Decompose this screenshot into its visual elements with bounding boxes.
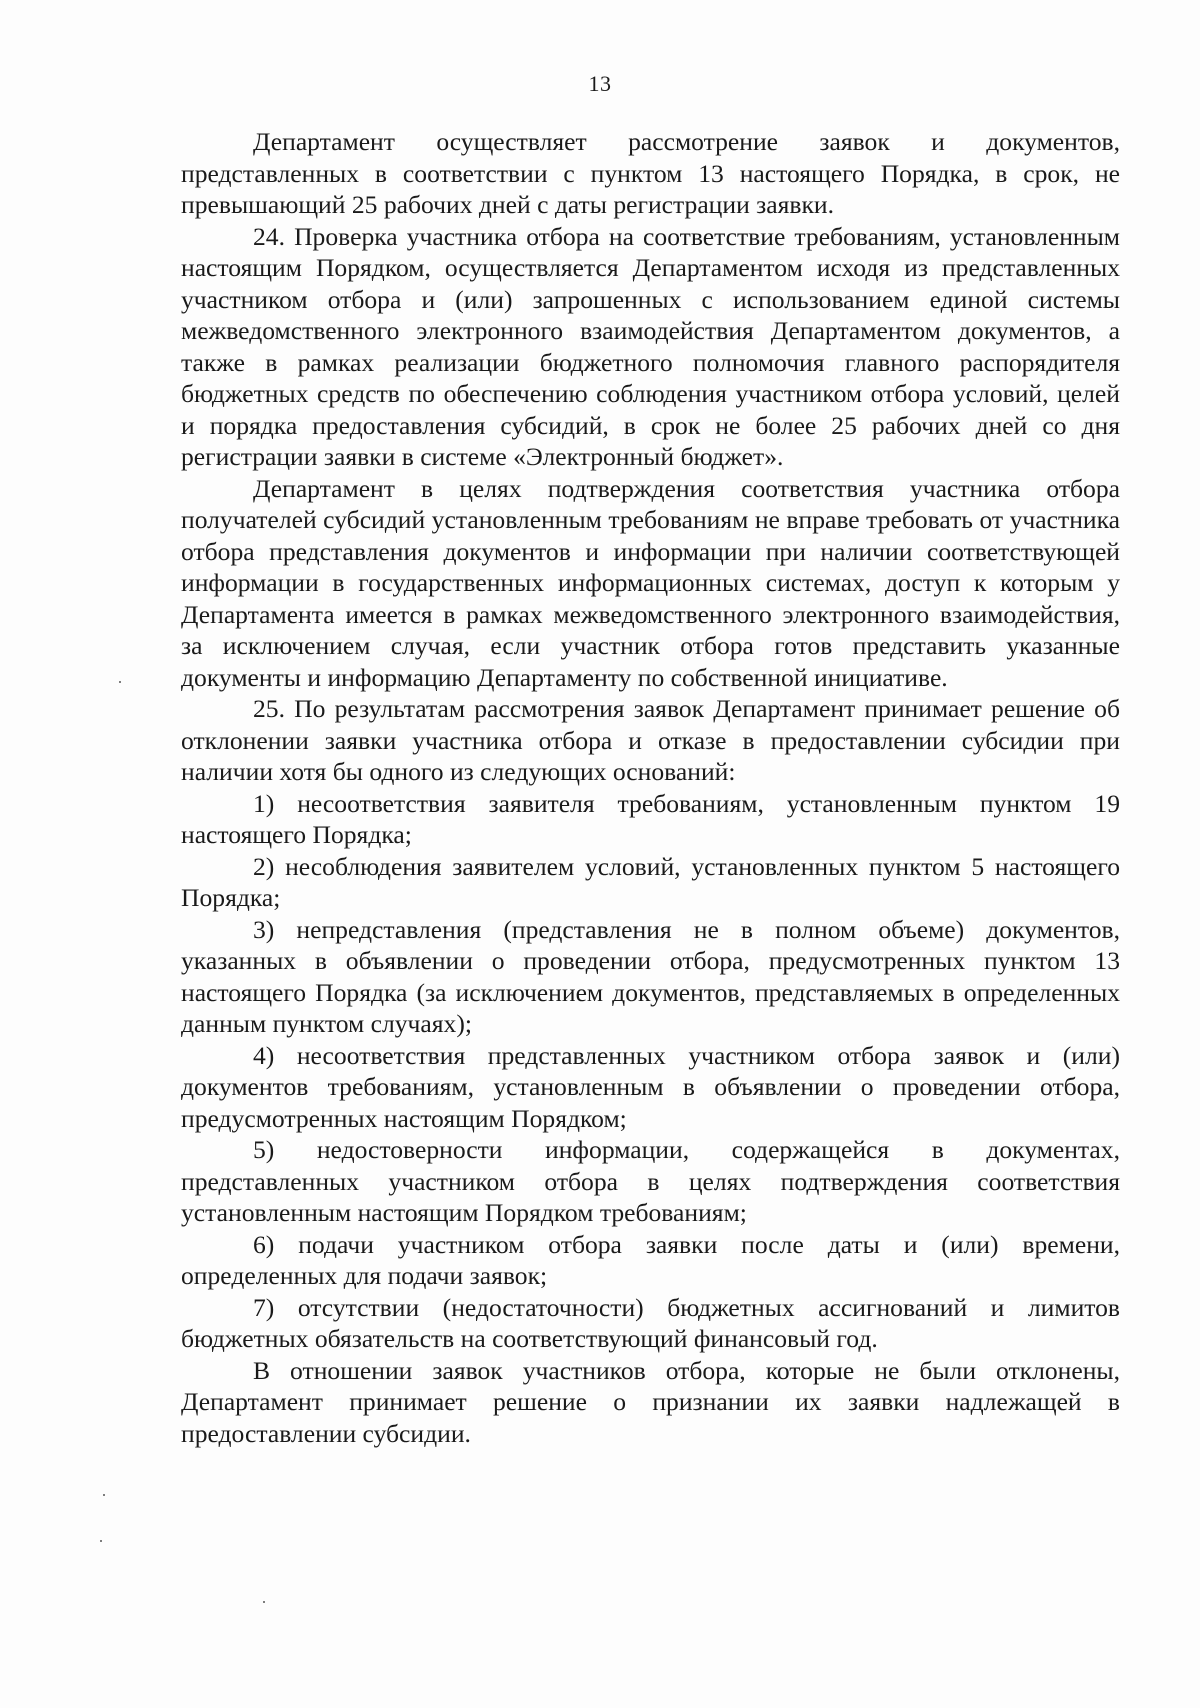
paragraph-ground-1: 1) несоответствия заявителя требованиям, установленным пунктом 19 настоящего Порядка;	[181, 788, 1120, 849]
paragraph-ground-7: 7) отсутствии (недостаточности) бюджетных ассигнований и лимитов бюджетных обязательств на соответствующий финансовый год.	[181, 1292, 1120, 1353]
paragraph-review-intro: Департамент осуществляет рассмотрение заявок и документов, представленных в соответствии с пунктом 13 настоящего Порядка, в срок, не превышающий 25 рабочих дней с даты регистрации заявки.	[181, 127, 1120, 219]
page-number: 13	[588, 71, 612, 96]
paragraph-ground-5: 5) недостоверности информации, содержащейся в документах, представленных участником отбора в целях подтверждения соответствия установленным настоящим Порядком требованиям;	[181, 1135, 1120, 1227]
paragraph-no-request-rule: Департамент в целях подтверждения соответствия участника отбора получателей субсидий установленным требованиям не вправе требовать от участника отбора представления документов и информации при наличии соответствующей информации в государственных информационных системах, доступ к которым у Департамента имеется в рамках межведомственного электронного взаимодействия, за исключением случая, если участник отбора готов представить указанные документы и информацию Департаменту по собственной инициативе.	[181, 473, 1120, 692]
scan-speck	[263, 1601, 265, 1603]
scan-speck	[103, 1494, 105, 1496]
scan-speck	[100, 1540, 102, 1542]
paragraph-ground-3: 3) непредставления (представления не в полном объеме) документов, указанных в объявлении о проведении отбора, предусмотренных пунктом 13 настоящего Порядка (за исключением документов, представляемых в определенных данным пунктом случаях);	[181, 914, 1120, 1038]
paragraph-ground-4: 4) несоответствия представленных участником отбора заявок и (или) документов требованиям, установленным в объявлении о проведении отбора, предусмотренных настоящим Порядком;	[181, 1040, 1120, 1133]
paragraph-item-24: 24. Проверка участника отбора на соответствие требованиям, установленным настоящим Порядком, осуществляется Департаментом исходя из представленных участником отбора и (или) запрошенных с использованием единой системы межведомственного электронного взаимодействия Департаментом документов, а также в рамках реализации бюджетного полномочия главного распорядителя бюджетных средств по обеспечению соблюдения участником отбора условий, целей и порядка предоставления субсидий, в срок не более 25 рабочих дней со дня регистрации заявки в системе «Электронный бюджет».	[181, 221, 1120, 471]
document-body	[181, 126, 1120, 1449]
scan-speck	[119, 681, 121, 683]
paragraph-item-25: 25. По результатам рассмотрения заявок Департамент принимает решение об отклонении заявки участника отбора и отказе в предоставлении субсидии при наличии хотя бы одного из следующих оснований:	[181, 694, 1120, 786]
paragraph-ground-2: 2) несоблюдения заявителем условий, установленных пунктом 5 настоящего Порядка;	[181, 851, 1120, 912]
paragraph-ground-6: 6) подачи участником отбора заявки после даты и (или) времени, определенных для подачи заявок;	[181, 1229, 1120, 1290]
paragraph-closing: В отношении заявок участников отбора, которые не были отклонены, Департамент принимает решение о признании их заявки надлежащей в предоставлении субсидии.	[181, 1355, 1120, 1448]
